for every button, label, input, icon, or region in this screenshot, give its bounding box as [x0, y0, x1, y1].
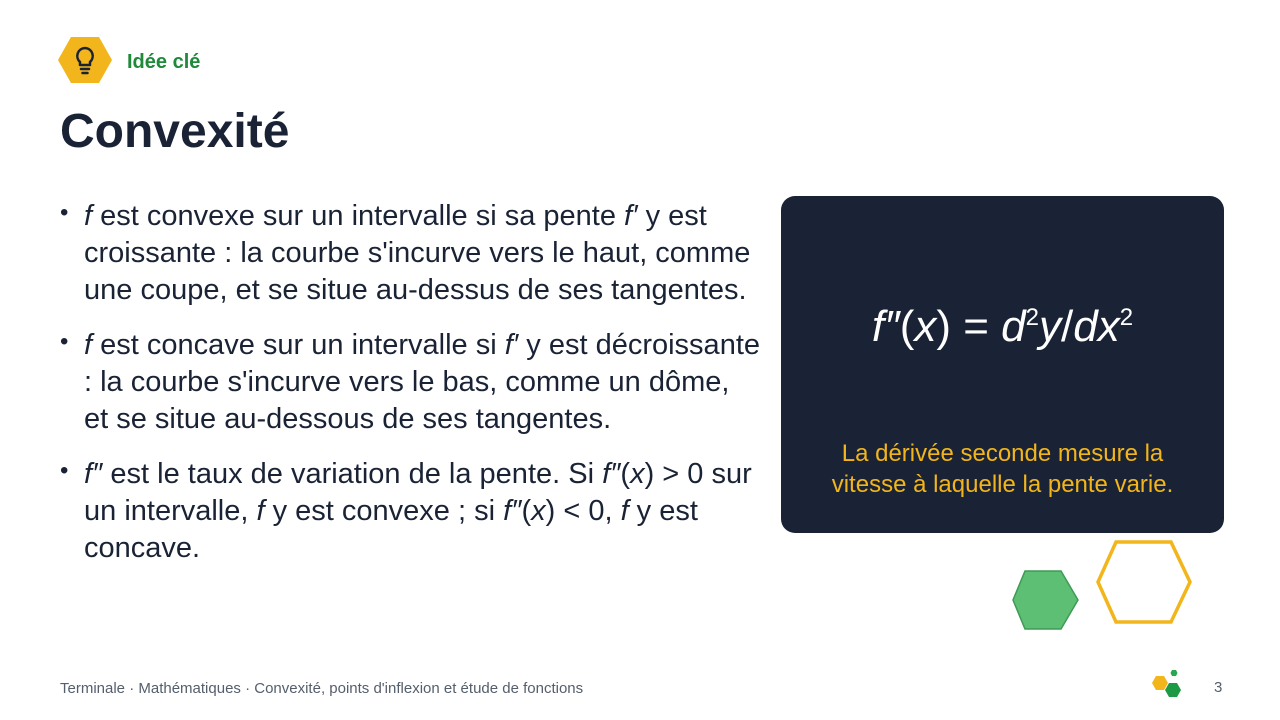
- page-number: 3: [1214, 679, 1223, 696]
- page-title: Convexité: [60, 105, 290, 158]
- formula-panel: [781, 196, 1224, 533]
- formula: $f''(x) = d^2y/dx^2$: [871, 302, 1134, 351]
- decorative-hexagons: [1005, 538, 1205, 633]
- footer-breadcrumb: Terminale · Mathématiques · Convexité, points d'inflexion et étude de fonctions: [60, 680, 584, 697]
- bullet-list: [60, 198, 760, 585]
- hexagon-logo-icon: [1152, 670, 1188, 700]
- bullet-item: • f est convexe sur un intervalle si sa pente f′ y est croissante : la courbe s'incurve vers le haut, comme une coupe, et se situe au-dessus de ses tangentes.: [60, 198, 760, 309]
- bullet-item: • f″ est le taux de variation de la pente. Si f″(x) > 0 sur un intervalle, f y est convexe ; si f″(x) < 0, f y est concave.: [60, 456, 760, 567]
- formula-caption: La dérivée seconde mesure la vitesse à laquelle la pente varie.: [831, 440, 1174, 498]
- yellow-hexagon-outline: [1098, 542, 1190, 622]
- key-idea-label: Idée clé: [127, 51, 201, 73]
- green-hexagon-shape: [1013, 571, 1078, 629]
- lightbulb-icon: [57, 35, 113, 85]
- bullet-item: • f est concave sur un intervalle si f′ y est décroissante : la courbe s'incurve vers le bas, comme un dôme, et se situe au-dessous de ses tangentes.: [60, 327, 760, 438]
